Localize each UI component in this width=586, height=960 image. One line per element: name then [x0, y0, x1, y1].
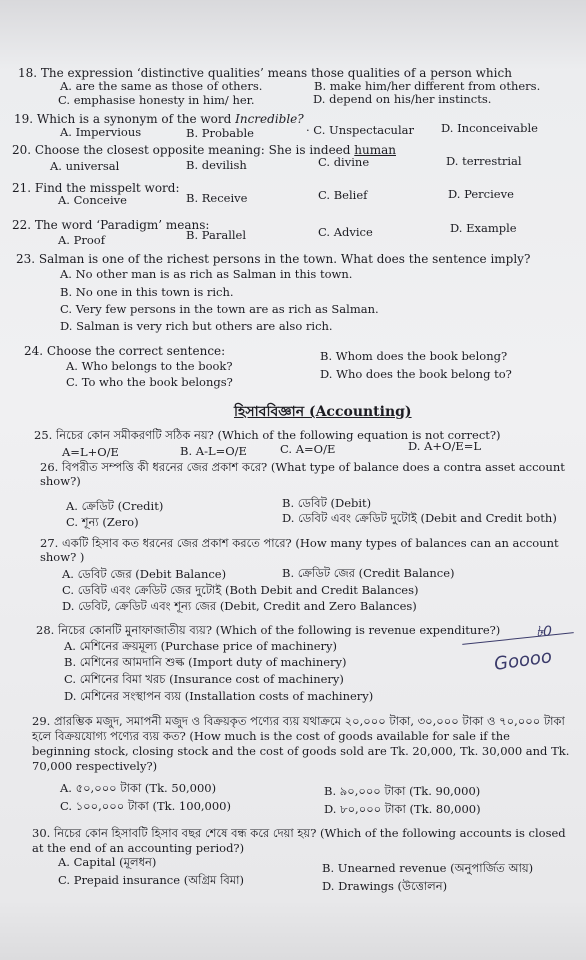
- question-18: 18. The expression ‘distinctive qualities’ means those qualities of a person which: [18, 66, 512, 80]
- q23-option-b: B. No one in this town is rich.: [60, 285, 234, 299]
- question-27: 27. একটি হিসাব কত ধরনের জের প্রকাশ করতে পারে? (How many types of balances can an account show? ): [40, 536, 559, 564]
- question-30: 30. নিচের কোন হিসাবটি হিসাব বছর শেষে বন্ধ করে দেয়া হয়? (Which of the following accounts is closed at the end of an accounting period?): [32, 826, 566, 855]
- section-heading: হিসাববিজ্ঞান (Accounting): [234, 404, 412, 420]
- handwritten-note: ৳0: [536, 624, 552, 640]
- q29-option-a: A. ৫০,০০০ টাকা (Tk. 50,000): [60, 781, 217, 795]
- q30-option-c: C. Prepaid insurance (অগ্রিম বিমা): [58, 873, 244, 887]
- q20-option-d: D. terrestrial: [446, 154, 522, 168]
- question-29: 29. প্রারম্ভিক মজুদ, সমাপনী মজুদ ও বিক্রয়কৃত পণ্যের ব্যয় যথাক্রমে ২০,০০০ টাকা, ৩০,০০০ টাকা ও ৭০,০০০ টাকা হলে বিক্রয়যোগ্য পণ্যের ব্যয় কত? (How much is the cost of goods available for sale if the beginning stock, closing stock and the cost of goods sold are Tk. 20,000, Tk. 30,000 and Tk. 70,000 respectively?): [32, 714, 570, 773]
- q25-option-a: A=L+O/E: [62, 445, 119, 459]
- question-21: 21. Find the misspelt word:: [12, 181, 180, 195]
- question-26: 26. বিপরীত সম্পত্তি কী ধরনের জের প্রকাশ করে? (What type of balance does a contra asset account show?): [40, 460, 565, 488]
- q27-option-d: D. ডেবিট, ক্রেডিট এবং শূন্য জের (Debit, Credit and Zero Balances): [62, 599, 417, 613]
- q24-option-a: A. Who belongs to the book?: [66, 359, 233, 373]
- q27-option-b: B. ক্রেডিট জের (Credit Balance): [282, 566, 455, 580]
- question-24: 24. Choose the correct sentence:: [24, 344, 226, 358]
- q25-option-b: B. A-L=O/E: [180, 444, 247, 458]
- q29-option-b: B. ৯০,০০০ টাকা (Tk. 90,000): [324, 784, 481, 798]
- q26-option-a: A. ক্রেডিট (Credit): [66, 499, 164, 513]
- q19-option-b: B. Probable: [186, 126, 254, 140]
- q19-option-d: D. Inconceivable: [441, 121, 538, 135]
- q28-option-a: A. মেশিনের ক্রয়মূল্য (Purchase price of machinery): [64, 639, 338, 653]
- question-19: [14, 112, 304, 126]
- q19-text: 19. Which is a synonym of the word: [14, 112, 236, 126]
- q25-option-d: D. A+O/E=L: [408, 439, 482, 453]
- q28-option-d: D. মেশিনের সংস্থাপন ব্যয় (Installation costs of machinery): [64, 689, 374, 703]
- q26-option-b: B. ডেবিট (Debit): [282, 496, 372, 510]
- q21-option-a: A. Conceive: [58, 193, 127, 207]
- q21-option-d: D. Percieve: [448, 187, 514, 201]
- q18-option-b: B. make him/her different from others.: [314, 79, 541, 93]
- q29-option-c: C. ১০০,০০০ টাকা (Tk. 100,000): [60, 799, 231, 813]
- q20-text: 20. Choose the closest opposite meaning: She is indeed: [12, 143, 355, 157]
- q25-option-c: C. A=O/E: [280, 442, 336, 456]
- q20-option-b: B. devilish: [186, 158, 247, 172]
- q24-option-d: D. Who does the book belong to?: [320, 367, 512, 381]
- q30-option-a: A. Capital (মূলধন): [58, 855, 157, 869]
- q22-option-d: D. Example: [450, 221, 517, 235]
- q23-option-a: A. No other man is as rich as Salman in this town.: [60, 267, 353, 281]
- q30-option-b: B. Unearned revenue (অনুপার্জিত আয়): [322, 861, 534, 875]
- q24-option-b: B. Whom does the book belong?: [320, 349, 508, 363]
- q21-option-b: B. Receive: [186, 191, 248, 205]
- q27-option-a: A. ডেবিট জের (Debit Balance): [62, 567, 227, 581]
- q19-option-c: · C. Unspectacular: [306, 123, 414, 137]
- q20-word: human: [354, 143, 396, 157]
- q23-option-c: C. Very few persons in the town are as rich as Salman.: [60, 302, 379, 316]
- q28-option-c: C. মেশিনের বিমা খরচ (Insurance cost of machinery): [64, 672, 344, 686]
- question-23: 23. Salman is one of the richest persons in the town. What does the sentence imply?: [16, 252, 531, 266]
- q19-word: Incredible?: [235, 112, 304, 126]
- q24-option-c: C. To who the book belongs?: [66, 375, 233, 389]
- q26-option-c: C. শূন্য (Zero): [66, 515, 139, 529]
- q29-option-d: D. ৮০,০০০ টাকা (Tk. 80,000): [324, 802, 481, 816]
- q27-option-c: C. ডেবিট এবং ক্রেডিট জের দুটোই (Both Debit and Credit Balances): [62, 583, 419, 597]
- question-28: 28. নিচের কোনটি মুনাফাজাতীয় ব্যয়? (Which of the following is revenue expenditure?): [36, 623, 501, 637]
- question-22: 22. The word ‘Paradigm’ means:: [12, 218, 210, 232]
- q28-option-b: B. মেশিনের আমদানি শুল্ক (Import duty of machinery): [64, 655, 347, 669]
- q21-option-c: C. Belief: [318, 188, 368, 202]
- question-25: 25. নিচের কোন সমীকরণটি সঠিক নয়? (Which of the following equation is not correct?): [34, 428, 501, 442]
- q18-option-d: D. depend on his/her instincts.: [313, 92, 492, 106]
- q20-option-c: C. divine: [318, 155, 370, 169]
- q30-option-d: D. Drawings (উত্তোলন): [322, 879, 448, 893]
- q22-option-c: C. Advice: [318, 225, 373, 239]
- q19-option-a: A. Impervious: [60, 125, 142, 139]
- q22-option-a: A. Proof: [58, 233, 105, 247]
- q23-option-d: D. Salman is very rich but others are also rich.: [60, 319, 333, 333]
- q22-option-b: B. Parallel: [186, 228, 247, 242]
- handwritten-scribble: Goooo: [492, 646, 554, 675]
- q26-option-d: D. ডেবিট এবং ক্রেডিট দুটোই (Debit and Credit both): [282, 511, 557, 525]
- q18-option-c: C. emphasise honesty in him/ her.: [58, 93, 255, 107]
- q20-option-a: A. universal: [50, 159, 120, 173]
- q18-option-a: A. are the same as those of others.: [60, 79, 263, 93]
